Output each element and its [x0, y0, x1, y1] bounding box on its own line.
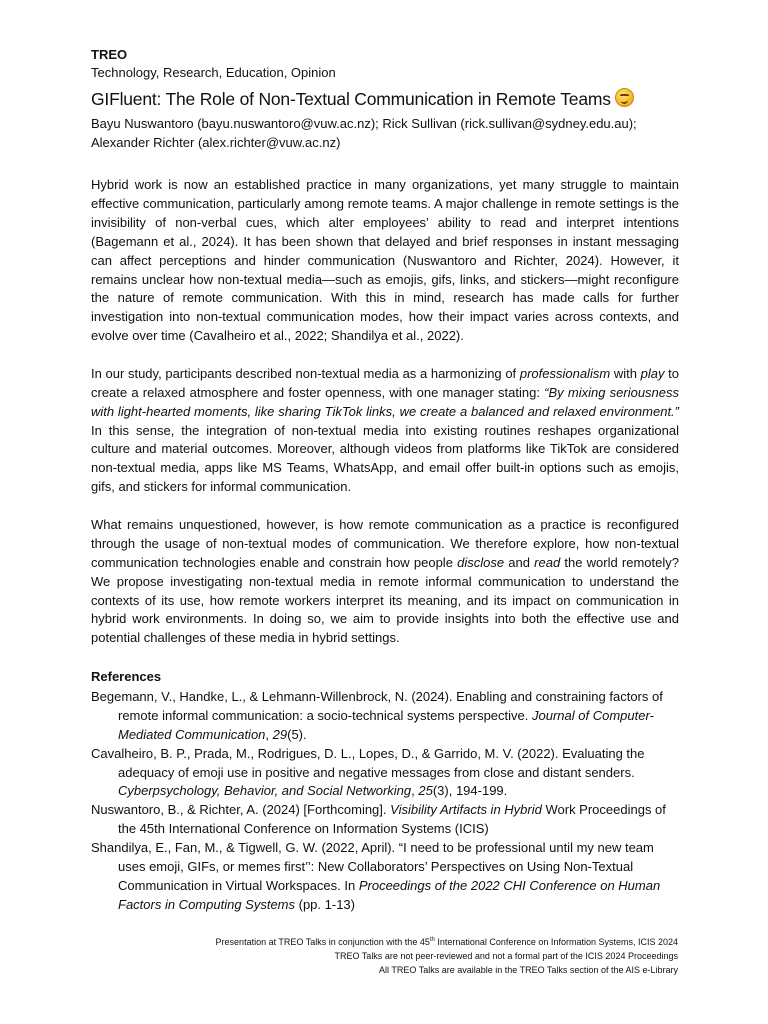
reference-item [91, 839, 679, 915]
p3-text-b: and [504, 554, 535, 570]
p2-text-d: In this sense, the integration of non-textual media into existing routines reshapes organizational culture and material outcomes. Moreover, although videos from platforms like TikTok are considered non-textual media, apps like MS Teams, WhatsApp, and email offer built-in options such as emojis, gifs, and stickers for informal communication. [91, 422, 679, 495]
p2-em-professionalism: professionalism [519, 365, 611, 381]
ref-volume: 29 [272, 726, 288, 742]
org-full-name: Technology, Research, Education, Opinion [91, 65, 336, 80]
ref-text: Shandilya, E., Fan, M., & Tigwell, G. W. (2022, April). “I need to be professional until my new team uses emoji, GIFs, or memes first’’: New Collaborators’ Perspectives on Using Non-Textual Communication in Virtual Workspaces. In [91, 840, 654, 893]
ref-text: (3), 194-199. [432, 783, 508, 799]
p3-em-disclose: disclose [457, 554, 505, 570]
footer-line-1 [216, 935, 678, 949]
ref-text: , [265, 726, 273, 742]
ref-text: (pp. 1-13) [295, 896, 355, 912]
p2-text-b: with [610, 365, 641, 381]
p3-em-read: read [534, 554, 561, 570]
ref-text: Nuswantoro, B., & Richter, A. (2024) [Forthcoming]. [91, 802, 391, 818]
paragraph-3 [91, 516, 679, 648]
paragraph-1: Hybrid work is now an established practice in many organizations, yet many struggle to maintain effective communication, particularly among remote teams. A major challenge in remote settings is the invisibility of non-verbal cues, which alter employees’ ability to read and interpret intentions (Bagemann et al., 2024). It has been shown that delayed and brief responses in instant messaging can affect perceptions and hinder communication (Nuswantoro and Richter, 2024). However, it remains unclear how non-textual media—such as emojis, gifs, links, and stickers—might reconfigure the nature of remote communication. With this in mind, research has made calls for further investigation into non-textual communication modes, how their impact varies across contexts, and evolve over time (Cavalheiro et al., 2022; Shandilya et al., 2022). [91, 177, 679, 344]
footer-superscript: th [429, 937, 435, 943]
ref-text: Work Proceedings of the 45th International Conference on Information Systems (ICIS) [118, 802, 666, 837]
author-line-1: Bayu Nuswantoro (bayu.nuswantoro@vuw.ac.nz); Rick Sullivan (rick.sullivan@sydney.edu.au); [91, 116, 637, 131]
footer-line-2: TREO Talks are not peer-reviewed and not a formal part of the ICIS 2024 Proceedings [334, 951, 678, 961]
paper-page [91, 46, 679, 915]
reference-item [91, 801, 679, 839]
reference-list [91, 688, 679, 915]
reference-item [91, 745, 679, 802]
ref-text: , [411, 783, 419, 799]
author-list [91, 114, 679, 152]
footer-text: Presentation at TREO Talks in conjunction with the 45 [215, 937, 430, 947]
reference-item [91, 688, 679, 745]
p2-text-a: In our study, participants described non-textual media as a harmonizing of [91, 365, 520, 381]
author-line-2: Alexander Richter (alex.richter@vuw.ac.nz) [91, 135, 341, 150]
p3-text-c: the world remotely? We propose investigating non-textual media in remote informal communication to understand the contexts of its use, how remote workers interpret its meaning, and its impact on communication in hybrid work environments. In doing so, we aim to provide insights into both the effective use and potential challenges of these media in hybrid settings. [91, 554, 679, 646]
paragraph-2 [91, 365, 679, 497]
p2-manager-quote: “By mixing seriousness with light-hearted moments, like sharing TikTok links, we create a balanced and relaxed environment.” [91, 384, 680, 419]
paper-title-text: GIFluent: The Role of Non-Textual Communication in Remote Teams [91, 89, 611, 109]
footer-text: International Conference on Information Systems, ICIS 2024 [434, 937, 678, 947]
ref-text: Begemann, V., Handke, L., & Lehmann-Willenbrock, N. (2024). Enabling and constraining factors of remote informal communication: a socio-technical systems perspective. [91, 688, 663, 723]
p2-text-c: to create a relaxed atmosphere and foster openness, with one manager stating: [91, 365, 679, 400]
org-name: TREO [91, 47, 128, 62]
ref-journal: Proceedings of the 2022 CHI Conference on Human Factors in Computing Systems [118, 877, 661, 912]
footer-line-3: All TREO Talks are available in the TREO Talks section of the AIS e-Library [379, 965, 678, 975]
p2-em-play: play [640, 365, 665, 381]
ref-volume: 25 [418, 783, 433, 799]
paper-title [91, 87, 679, 111]
ref-text: Cavalheiro, B. P., Prada, M., Rodrigues, D. L., Lopes, D., & Garrido, M. V. (2022). Evaluating the adequacy of emoji use in positive and negative messages from close and distant senders. [91, 745, 645, 780]
ref-text: (5). [287, 726, 307, 742]
page-footer [216, 935, 678, 977]
p3-text-a: What remains unquestioned, however, is how remote communication as a practice is reconfigured through the usage of non-textual modes of communication. We therefore explore, how non-textual communication technologies enable and constrain how people [91, 516, 679, 570]
smirk-emoji-icon [615, 88, 634, 107]
references-heading: References [91, 668, 162, 684]
ref-journal: Journal of Computer-Mediated Communication [118, 707, 654, 742]
ref-journal: Visibility Artifacts in Hybrid [390, 802, 542, 818]
ref-journal: Cyberpsychology, Behavior, and Social Networking [118, 783, 412, 799]
